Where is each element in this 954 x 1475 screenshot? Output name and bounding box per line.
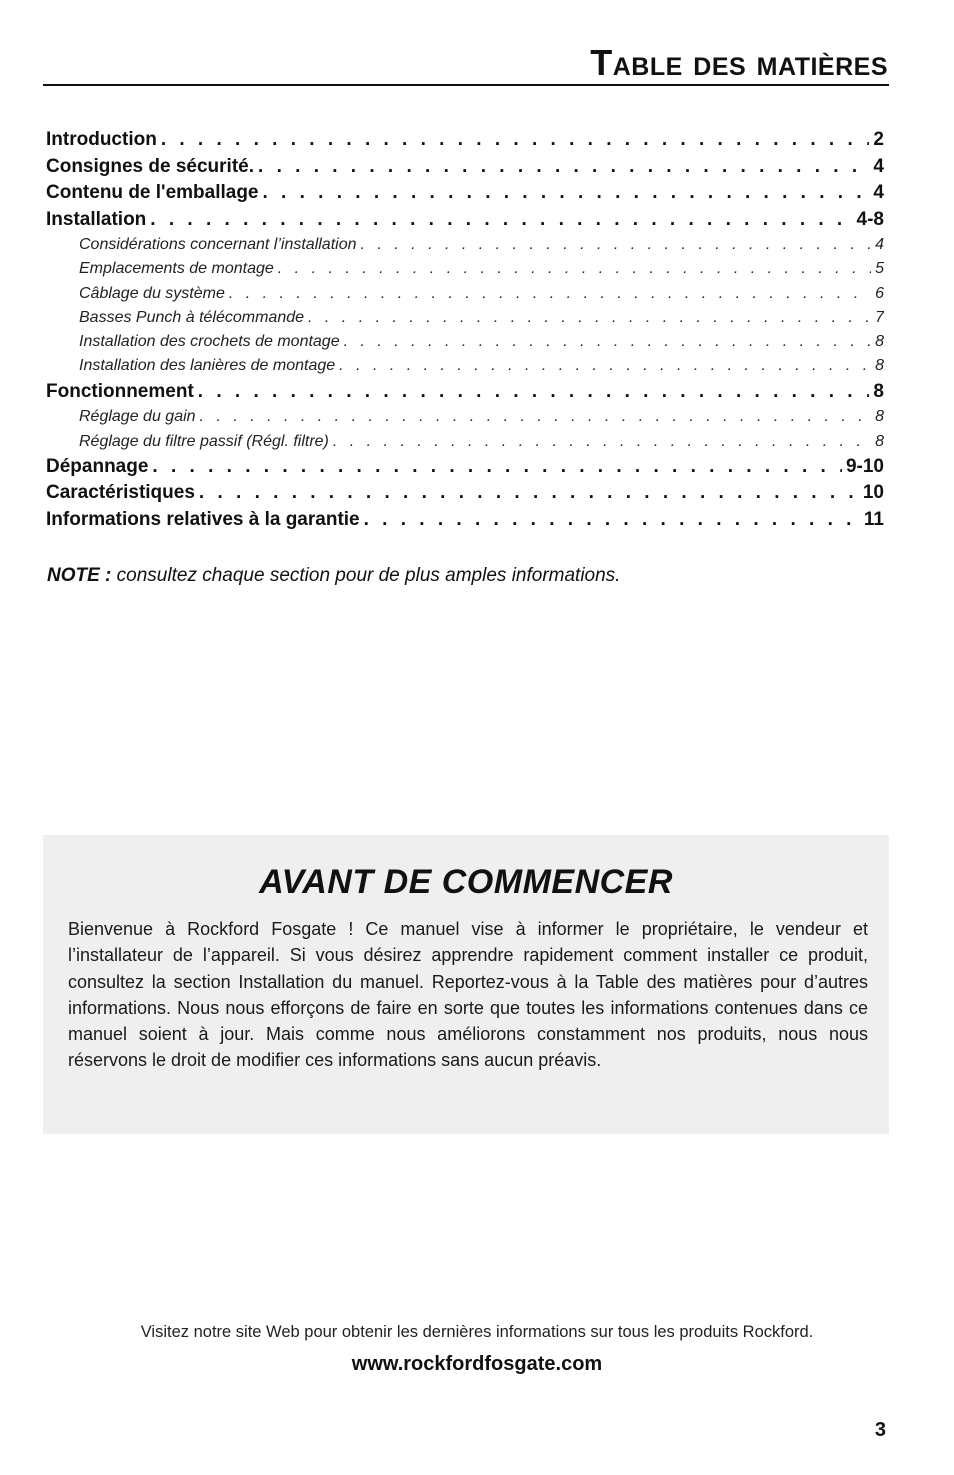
table-of-contents xyxy=(46,127,884,533)
toc-entry-label: Réglage du gain xyxy=(79,408,196,426)
toc-entry-page: 11 xyxy=(863,508,884,530)
toc-entry-label: Installation des crochets de montage xyxy=(79,333,340,351)
toc-leader-dots xyxy=(229,282,871,306)
toc-leader-dots xyxy=(200,405,872,429)
notice-box xyxy=(43,835,889,1134)
toc-entry-label: Consignes de sécurité. xyxy=(46,155,255,177)
toc-entry-label: Emplacements de montage xyxy=(79,260,274,278)
title-divider xyxy=(43,84,889,86)
toc-entry-page: 6 xyxy=(875,284,884,302)
toc-entry-label: Câblage du système xyxy=(79,284,225,302)
toc-leader-dots xyxy=(364,507,860,534)
toc-leader-dots xyxy=(198,379,870,406)
toc-entry-label: Basses Punch à télécommande xyxy=(79,308,305,326)
toc-entry-page: 9-10 xyxy=(845,455,884,477)
toc-entry-page: 4 xyxy=(875,236,884,253)
toc-entry-page: 8 xyxy=(875,408,884,426)
toc-entry-label: Réglage du filtre passif (Régl. filtre) xyxy=(79,432,329,450)
visit-text: Visitez notre site Web pour obtenir les dernières informations sur tous les produits Rockford. xyxy=(140,1323,814,1341)
toc-subentry[interactable] xyxy=(46,330,884,354)
toc-entry[interactable] xyxy=(46,154,884,181)
toc-entry-page: 8 xyxy=(875,333,884,351)
toc-entry-page: 10 xyxy=(862,482,884,504)
toc-subentry[interactable] xyxy=(46,405,884,429)
toc-entry[interactable] xyxy=(46,180,884,207)
toc-entry[interactable] xyxy=(46,480,884,507)
page-number: 3 xyxy=(874,1419,886,1441)
notice-body: Bienvenue à Rockford Fosgate ! Ce manuel vise à informer le propriétaire, le vendeur et l’installateur de l’appareil. Si vous désirez apprendre rapidement comment installer ce produit, consultez la section Installation du manuel. Reportez-vous à la Table des matières pour d’autres informations. Nous nous efforçons de faire en sorte que toutes les informations contenues dans ce manuel soient à jour. Mais comme nous améliorons constamment nos produits, nous nous réservons le droit de modifier ces informations sans aucun préavis. xyxy=(68,919,868,1071)
toc-entry[interactable] xyxy=(46,207,884,234)
toc-leader-dots xyxy=(150,207,852,234)
toc-subentry[interactable] xyxy=(46,257,884,281)
toc-leader-dots xyxy=(344,330,871,354)
toc-entry-label: Caractéristiques xyxy=(46,482,195,504)
toc-entry[interactable] xyxy=(46,127,884,154)
toc-leader-dots xyxy=(308,306,871,330)
toc-entry-page: 8 xyxy=(873,380,884,402)
toc-entry-label: Informations relatives à la garantie xyxy=(46,508,360,530)
toc-entry-page: 4 xyxy=(873,155,884,177)
note-label: NOTE : xyxy=(47,565,112,586)
toc-subentry[interactable] xyxy=(46,306,884,330)
toc-entry[interactable] xyxy=(46,454,884,481)
toc-leader-dots xyxy=(161,127,870,154)
toc-entry-label: Considérations concernant l’installation xyxy=(79,236,357,253)
website-link[interactable]: www.rockfordfosgate.com xyxy=(351,1353,603,1375)
toc-entry-label: Introduction xyxy=(46,129,157,150)
toc-leader-dots xyxy=(263,180,870,207)
toc-entry-label: Fonctionnement xyxy=(46,380,194,402)
toc-leader-dots xyxy=(199,480,859,507)
toc-leader-dots xyxy=(333,430,871,454)
toc-subentry[interactable] xyxy=(46,233,884,257)
toc-entry-page: 2 xyxy=(873,129,884,150)
note xyxy=(47,565,620,587)
toc-leader-dots xyxy=(278,257,871,281)
note-text: consultez chaque section pour de plus amples informations. xyxy=(116,565,621,586)
toc-entry[interactable] xyxy=(46,379,884,406)
toc-entry-page: 4-8 xyxy=(856,208,884,230)
toc-entry-page: 5 xyxy=(875,260,884,278)
toc-leader-dots xyxy=(258,154,869,181)
toc-subentry[interactable] xyxy=(46,282,884,306)
toc-leader-dots xyxy=(361,233,872,257)
toc-leader-dots xyxy=(152,454,842,481)
toc-entry-page: 4 xyxy=(873,182,884,203)
toc-entry[interactable] xyxy=(46,507,884,534)
toc-entry-page: 8 xyxy=(875,432,884,450)
page-title: Table des matières xyxy=(590,42,888,83)
toc-subentry[interactable] xyxy=(46,430,884,454)
toc-leader-dots xyxy=(339,354,871,378)
toc-subentry[interactable] xyxy=(46,354,884,378)
toc-entry-label: Contenu de l'emballage xyxy=(46,182,259,203)
toc-entry-label: Installation xyxy=(46,208,147,230)
toc-entry-page: 8 xyxy=(875,357,884,375)
toc-entry-page: 7 xyxy=(875,308,884,326)
toc-entry-label: Dépannage xyxy=(46,455,149,477)
toc-entry-label: Installation des lanières de montage xyxy=(79,357,336,375)
notice-heading: AVANT DE COMMENCER xyxy=(259,863,673,901)
